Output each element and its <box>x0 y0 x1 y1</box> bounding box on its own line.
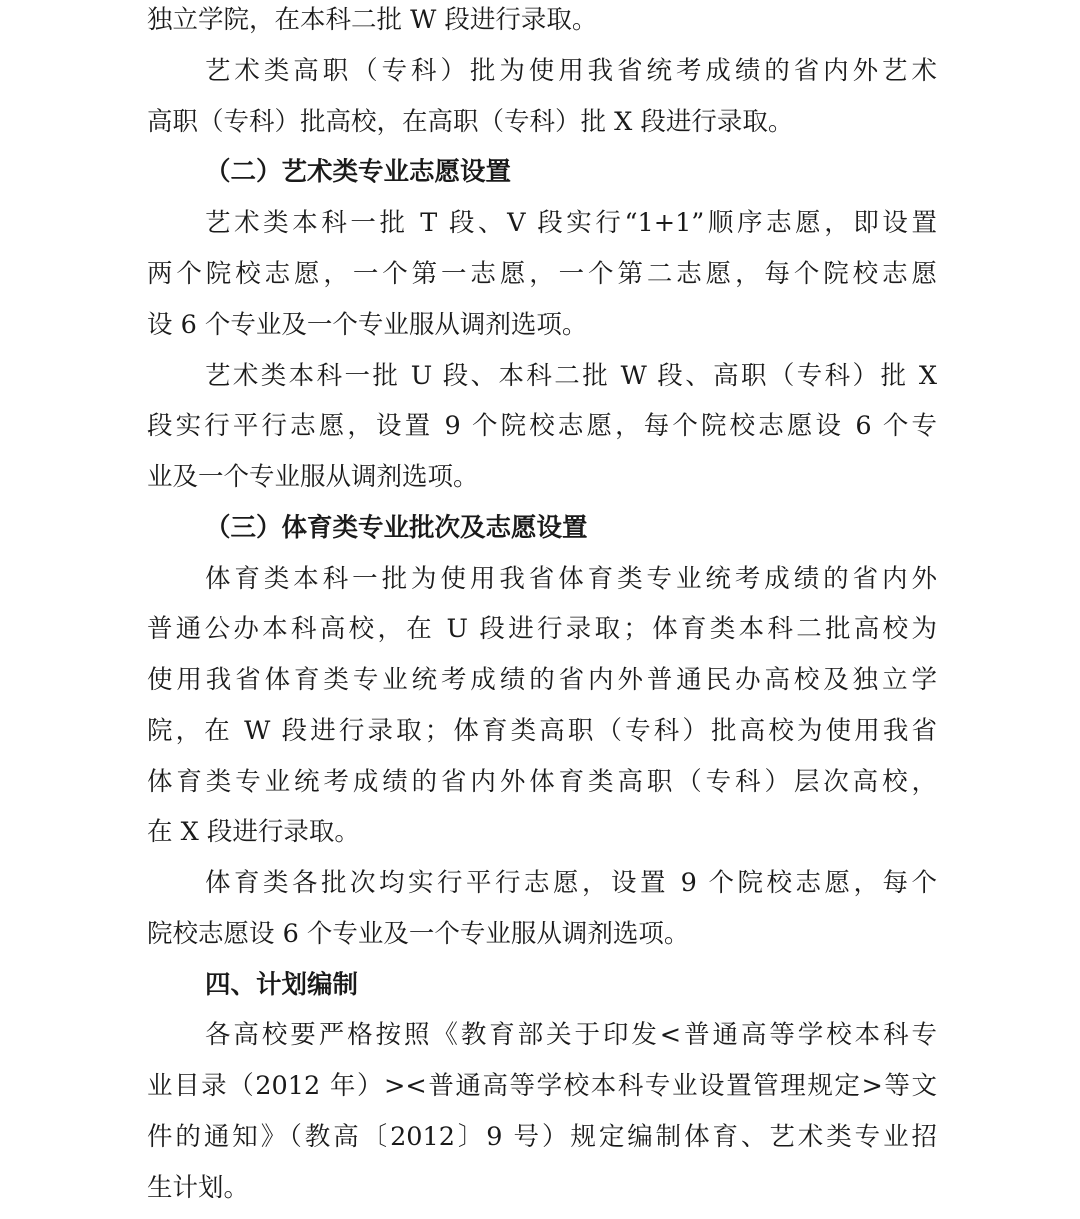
paragraph-line: 段实行平行志愿，设置 9 个院校志愿，每个院校志愿设 6 个专 <box>147 411 937 441</box>
paragraph-line: 艺术类高职（专科）批为使用我省统考成绩的省内外艺术 <box>205 56 937 86</box>
paragraph-line: 在 X 段进行录取。 <box>147 817 360 847</box>
paragraph-line: 院，在 W 段进行录取；体育类高职（专科）批高校为使用我省 <box>147 716 937 746</box>
paragraph-line: 业目录（2012 年）><普通高等学校本科专业设置管理规定>等文 <box>147 1071 937 1101</box>
paragraph-line: 高职（专科）批高校，在高职（专科）批 X 段进行录取。 <box>147 107 794 137</box>
paragraph-line: 件的通知》（教高〔2012〕9 号）规定编制体育、艺术类专业招 <box>147 1122 937 1152</box>
paragraph-line: 体育类专业统考成绩的省内外体育类高职（专科）层次高校， <box>147 767 937 797</box>
paragraph-line: 业及一个专业服从调剂选项。 <box>147 462 479 492</box>
paragraph-line: 体育类本科一批为使用我省体育类专业统考成绩的省内外 <box>205 564 937 594</box>
paragraph-line: 生计划。 <box>147 1173 250 1203</box>
section-heading: （三）体育类专业批次及志愿设置 <box>205 513 588 543</box>
paragraph-line: 艺术类本科一批 U 段、本科二批 W 段、高职（专科）批 X <box>205 361 937 391</box>
paragraph-line: 体育类各批次均实行平行志愿，设置 9 个院校志愿，每个 <box>205 868 937 898</box>
paragraph-line: 独立学院，在本科二批 W 段进行录取。 <box>147 5 598 35</box>
chapter-heading: 四、计划编制 <box>205 970 359 1000</box>
section-heading: （二）艺术类专业志愿设置 <box>205 157 512 187</box>
paragraph-line: 普通公办本科高校，在 U 段进行录取；体育类本科二批高校为 <box>147 614 937 644</box>
paragraph-line: 院校志愿设 6 个专业及一个专业服从调剂选项。 <box>147 919 690 949</box>
paragraph-line: 艺术类本科一批 T 段、V 段实行“1+1”顺序志愿，即设置 <box>205 208 937 238</box>
paragraph-line: 使用我省体育类专业统考成绩的省内外普通民办高校及独立学 <box>147 665 937 695</box>
paragraph-line: 各高校要严格按照《教育部关于印发<普通高等学校本科专 <box>205 1020 937 1050</box>
paragraph-line: 设 6 个专业及一个专业服从调剂选项。 <box>147 310 588 340</box>
paragraph-line: 两个院校志愿，一个第一志愿，一个第二志愿，每个院校志愿 <box>147 259 937 289</box>
